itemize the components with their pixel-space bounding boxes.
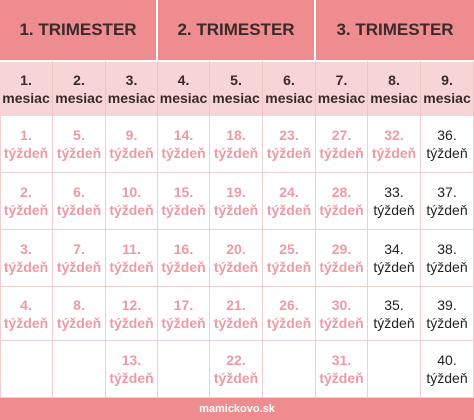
week-cell [106, 230, 158, 287]
week-word: týždeň [213, 145, 259, 161]
month-header-9 [421, 60, 474, 116]
week-word: týždeň [213, 259, 259, 275]
week-number: 9. [125, 127, 138, 143]
week-cell [368, 287, 421, 341]
week-word: týždeň [426, 202, 468, 218]
week-word: týždeň [426, 370, 468, 386]
week-word: týždeň [319, 202, 364, 218]
week-cell [158, 116, 210, 173]
week-cell [0, 287, 53, 341]
week-cell [368, 116, 421, 173]
week-cell [210, 173, 263, 230]
month-number: 7. [335, 72, 348, 88]
week-number: 20. [226, 241, 246, 257]
week-cell [53, 173, 106, 230]
week-word: týždeň [213, 370, 259, 386]
month-word: mesiac [55, 90, 103, 106]
week-number: 13. [121, 352, 142, 368]
week-number: 10. [121, 184, 142, 200]
footer-brand: mamickovo.sk [0, 398, 474, 420]
month-word: mesiac [212, 90, 260, 106]
week-number: 7. [73, 241, 85, 257]
week-word: týždeň [3, 202, 49, 218]
week-cell [106, 173, 158, 230]
month-number: 4. [177, 72, 190, 88]
week-number: 14. [173, 127, 194, 143]
week-word: týždeň [373, 202, 415, 218]
week-number: 31. [331, 352, 352, 368]
month-number: 9. [441, 72, 453, 88]
month-word: mesiac [107, 90, 156, 106]
week-cell [421, 341, 474, 398]
week-cell [263, 116, 316, 173]
week-cell [0, 230, 53, 287]
week-cell [368, 230, 421, 287]
week-cell [210, 341, 263, 398]
month-number: 1. [20, 72, 32, 88]
week-word: týždeň [109, 145, 154, 161]
week-word: týždeň [426, 314, 468, 331]
week-cell [53, 287, 106, 341]
month-number: 5. [230, 72, 242, 88]
week-word: týždeň [56, 259, 102, 275]
week-number: 1. [20, 127, 32, 143]
week-number: 40. [437, 352, 457, 368]
week-number: 22. [226, 352, 246, 368]
week-number: 25. [279, 241, 299, 257]
month-word: mesiac [423, 90, 471, 106]
week-number: 34. [384, 241, 404, 257]
week-cell [210, 230, 263, 287]
week-number: 4. [20, 296, 32, 313]
week-cell [158, 341, 210, 398]
week-number: 28. [331, 184, 352, 200]
week-word: týždeň [319, 314, 364, 331]
month-word: mesiac [159, 90, 208, 106]
week-word: týždeň [373, 259, 415, 275]
week-cell [53, 116, 106, 173]
week-word: týždeň [213, 202, 259, 218]
week-word: týždeň [109, 370, 154, 386]
week-number: 16. [173, 241, 194, 257]
month-number: 3. [125, 72, 138, 88]
week-word: týždeň [161, 259, 206, 275]
week-cell [263, 230, 316, 287]
week-cell [210, 116, 263, 173]
week-word: týždeň [161, 145, 206, 161]
week-cell [263, 173, 316, 230]
week-number: 39. [437, 296, 457, 313]
week-word: týždeň [3, 145, 49, 161]
week-cell [368, 173, 421, 230]
week-cell [0, 173, 53, 230]
week-cell [158, 173, 210, 230]
week-number: 15. [173, 184, 194, 200]
week-word: týždeň [109, 202, 154, 218]
week-number: 27. [331, 127, 352, 143]
month-number: 8. [388, 72, 400, 88]
month-header-4 [158, 60, 210, 116]
week-number: 19. [226, 184, 246, 200]
month-header-7 [316, 60, 368, 116]
week-number: 37. [437, 184, 457, 200]
week-cell [316, 341, 368, 398]
week-number: 2. [20, 184, 32, 200]
month-word: mesiac [370, 90, 418, 106]
week-cell [263, 341, 316, 398]
week-number: 21. [226, 296, 246, 313]
week-word: týždeň [373, 314, 415, 331]
week-word: týždeň [266, 259, 312, 275]
week-cell [316, 230, 368, 287]
week-word: týždeň [266, 202, 312, 218]
week-word: týždeň [56, 314, 102, 331]
trimester-header-2: 2. TRIMESTER [158, 0, 316, 60]
week-number: 32. [384, 127, 404, 143]
week-number: 30. [331, 296, 352, 313]
month-header-5 [210, 60, 263, 116]
week-word: týždeň [109, 314, 154, 331]
month-word: mesiac [265, 90, 313, 106]
week-number: 38. [437, 241, 457, 257]
week-cell [421, 287, 474, 341]
week-number: 17. [173, 296, 194, 313]
trimester-header-3: 3. TRIMESTER [316, 0, 474, 60]
week-word: týždeň [213, 314, 259, 331]
month-header-3 [106, 60, 158, 116]
week-number: 5. [73, 127, 85, 143]
week-cell [368, 341, 421, 398]
week-cell [0, 341, 53, 398]
week-cell [421, 173, 474, 230]
week-word: týždeň [161, 202, 206, 218]
week-word: týždeň [3, 314, 49, 331]
month-word: mesiac [2, 90, 50, 106]
week-word: týždeň [319, 370, 364, 386]
week-number: 18. [226, 127, 246, 143]
week-cell [316, 173, 368, 230]
week-number: 6. [73, 184, 85, 200]
week-word: týždeň [371, 145, 417, 161]
month-header-6 [263, 60, 316, 116]
week-word: týždeň [319, 145, 364, 161]
week-word: týždeň [3, 259, 49, 275]
week-number: 3. [20, 241, 32, 257]
week-cell [210, 287, 263, 341]
week-cell [53, 230, 106, 287]
week-number: 36. [437, 127, 457, 143]
week-word: týždeň [161, 314, 206, 331]
week-number: 23. [279, 127, 299, 143]
week-cell [263, 287, 316, 341]
week-cell [421, 116, 474, 173]
week-cell [158, 230, 210, 287]
week-number: 33. [384, 184, 404, 200]
month-header-8 [368, 60, 421, 116]
week-cell [0, 116, 53, 173]
week-word: týždeň [426, 259, 468, 275]
week-word: týždeň [266, 314, 312, 331]
week-word: týždeň [56, 202, 102, 218]
week-cell [53, 341, 106, 398]
month-header-2 [53, 60, 106, 116]
week-word: týždeň [266, 145, 312, 161]
week-cell [316, 116, 368, 173]
week-number: 24. [279, 184, 299, 200]
week-cell [316, 287, 368, 341]
month-number: 2. [73, 72, 85, 88]
week-cell [106, 341, 158, 398]
week-number: 8. [73, 296, 85, 313]
week-number: 35. [384, 296, 404, 313]
week-number: 11. [122, 241, 141, 257]
week-cell [421, 230, 474, 287]
month-word: mesiac [317, 90, 366, 106]
week-cell [158, 287, 210, 341]
week-cell [106, 116, 158, 173]
month-number: 6. [283, 72, 295, 88]
week-number: 26. [279, 296, 299, 313]
week-word: týždeň [109, 259, 154, 275]
trimester-header-1: 1. TRIMESTER [0, 0, 158, 60]
week-word: týždeň [56, 145, 102, 161]
week-number: 12. [121, 296, 142, 313]
week-word: týždeň [426, 145, 468, 161]
week-number: 29. [331, 241, 352, 257]
week-word: týždeň [319, 259, 364, 275]
week-cell [106, 287, 158, 341]
month-header-1 [0, 60, 53, 116]
